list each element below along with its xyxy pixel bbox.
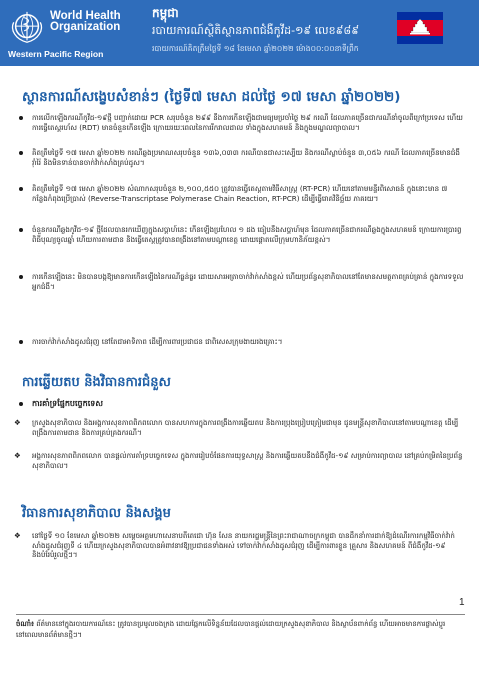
situation-paragraph-2: គិតត្រឹមថ្ងៃទី ១៧ មេសា ឆ្នាំ២០២២ ករណីឆ្លងប្រមាណសរុបចំនួន ១៣៦,០៣៣ ករណីបានជាសះស្បើយ និងករណីស្លាប់ចំនួន ៣,០៥៦ ករណី ដែលភាគច្រើនមានជំងឺរ៉ាំរ៉ៃ និងមិនទាន់បានចាក់វ៉ាក់សាំងគ្រប់ដូស។ xyxy=(32,148,464,167)
situation-paragraph-1: ការលើកឡើងករណីកូវីដ-១៩ថ្មី បញ្ជាក់ដោយ PCR សរុបចំនួន ២៩៩ នឹងការកើនឡើងជាមធ្យមប្រចាំថ្ងៃ ២៩ ករណី ដែលភាគច្រើនជាករណីនាំចូលពីក្រៅប្រទេស ហើយការធ្វើតេស្តរហ័ស (RDT) មានចំនួនកើនឡើង ក្រោយរយៈពេលនៃការរីករាលដាល ទាំងក្នុងសហគមន៍ និងក្នុងមណ្ឌលព្យាបាល។ xyxy=(32,113,463,132)
page-number: 1 xyxy=(459,597,465,608)
who-name-line2: Organization xyxy=(50,21,121,33)
cambodia-flag-icon xyxy=(397,12,443,44)
footer-divider xyxy=(16,614,465,615)
report-date: របាយការណ៍គិតត្រឹមថ្ងៃទី ១៨ ខែមេសា ឆ្នាំ២០២២ ម៉ោង០០:០០នាទីព្រឹក xyxy=(152,44,359,53)
section-title-response: ការឆ្លើយតប និងវិធានការជំនួស xyxy=(22,375,171,390)
footer-label: ចំណាំ៖ xyxy=(16,620,35,628)
report-header xyxy=(0,0,479,66)
footer-note xyxy=(16,619,468,641)
who-name-line1: World Health xyxy=(50,10,121,22)
footer-text: ព័ត៌មាននៅក្នុងរបាយការណ៍នេះ ត្រូវបានប្រមូលចងក្រង ដោយផ្អែកលើទិន្នន័យដែលបានផ្តល់ដោយក្រសួងសុខាភិបាល និងស្ថាប័នពាក់ព័ន្ធ ហើយអាចមានការផ្លាស់ប្តូរ នៅពេលមានព័ត៌មានថ្មីៗ។ xyxy=(16,620,446,639)
situation-paragraph-3: គិតត្រឹមថ្ងៃទី ១៧ មេសា ឆ្នាំ២០២២ សំណាកសរុបចំនួន ២,១០០,៥៥០ ត្រូវបានធ្វើតេស្តតាមវិធីសាស្ត្រ (RT-PCR) ហើយនៅតាមមន្ទីរពិសោធន៍ ក្នុងនោះមាន ៧ កន្លែងកំពុងប្រើប្រាស់ (Reverse-Transcriptase Polymerase Chain Reaction, RT-PCR) ដើម្បីធ្វើរោគវិនិច្ឆ័យ ភាគរយ។ xyxy=(32,184,464,203)
country-name: កម្ពុជា xyxy=(152,6,179,20)
report-title: របាយការណ៍ស្ថិតិស្ថានភាពជំងឺកូវីដ-១៩ លេខ៩៨៩ xyxy=(152,24,360,37)
response-paragraph-1: ❖ ក្រសួងសុខាភិបាល និងអង្គការសុខភាពពិភពលោក បានសហការក្នុងការពង្រឹងការឆ្លើយតប និងការប្រុងប្រៀបត្រៀមជាមុន ជូនមន្ត្រីសុខាភិបាលនៅតាមបណ្តាខេត្ត ដើម្បីពង្រឹងការតាមដាន និងការគ្រប់គ្រងករណី។ xyxy=(32,418,464,437)
who-name xyxy=(50,11,121,33)
section-title-surveillance: វិធានការសុខាភិបាល និងសង្គម xyxy=(22,506,171,521)
who-region: Western Pacific Region xyxy=(8,49,104,59)
surveillance-paragraph-1: ❖ នៅថ្ងៃទី ១០ ខែមេសា ឆ្នាំ២០២២ សម្តេចអគ្គមហាសេនាបតីតេជោ ហ៊ុន សែន នាយករដ្ឋមន្ត្រីនៃព្រះរាជាណាចក្រកម្ពុជា បានដឹកនាំការដាក់ឱ្យដំណើរការកម្មវិធីចាក់វ៉ាក់សាំងដូសជំរុញទី ៤ ហើយក្រសួងសុខាភិបាលបានអំពាវនាវឱ្យប្រជាជនទាំងអស់ ទៅចាក់វ៉ាក់សាំងដូសជំរុញ ដើម្បីការពារខ្លួន គ្រួសារ និងសហគមន៍ ពីជំងឺកូវីដ-១៩ និងបំរែបំរួលថ្មីៗ។ xyxy=(32,531,464,560)
situation-paragraph-4: ចំនួនករណីឆ្លងកូវីដ-១៩ ថ្មីដែលបានរកឃើញក្នុងសប្តាហ៍នេះ កើនឡើងប្រហែល ១ ដង ធៀបនឹងសប្តាហ៍មុន ដែលភាគច្រើនជាករណីឆ្លងក្នុងសហគមន៍ ក្រោយការប្រារព្ធពិធីបុណ្យចូលឆ្នាំ ហើយការតាមដាន និងធ្វើតេស្តត្រូវបានពង្រឹងនៅតាមបណ្តាខេត្ត ដោយផ្តោតលើក្រុមហានិភ័យខ្ពស់។ xyxy=(32,225,464,244)
who-emblem-icon xyxy=(8,9,46,47)
response-subheading: ការគាំទ្រផ្នែកបច្ចេកទេស xyxy=(32,399,464,409)
situation-paragraph-6: ការចាក់វ៉ាក់សាំងដូសជំរុញ នៅតែជាអាទិភាព ដើម្បីការពារប្រជាជន ជាពិសេសក្រុមងាយរងគ្រោះ។ xyxy=(32,337,464,347)
section-title-situation: ស្ថានការណ៍សង្ខេបសំខាន់ៗ (ថ្ងៃទី៧ មេសា ដល់ថ្ងៃ ១៧ មេសា ឆ្នាំ២០២២) xyxy=(22,89,401,105)
situation-paragraph-5: ការកើនឡើងនេះ មិនបានបង្កឱ្យមានការកើនឡើងនៃករណីធ្ងន់ធ្ងរ ដោយសារអត្រាចាក់វ៉ាក់សាំងខ្ពស់ ហើយប្រព័ន្ធសុខាភិបាលនៅតែមានសមត្ថភាពគ្រប់គ្រាន់ ក្នុងការទទួលអ្នកជំងឺ។ xyxy=(32,272,464,291)
response-paragraph-2: ❖ អង្គការសុខភាពពិភពលោក បានផ្តល់ការគាំទ្របច្ចេកទេស ក្នុងការរៀបចំផែនការយុទ្ធសាស្ត្រ និងការឆ្លើយតបនឹងជំងឺកូវីដ-១៩ សម្រាប់ការព្យាបាល នៅគ្រប់កម្រិតនៃប្រព័ន្ធសុខាភិបាល។ xyxy=(32,451,464,470)
who-logo xyxy=(8,9,143,59)
